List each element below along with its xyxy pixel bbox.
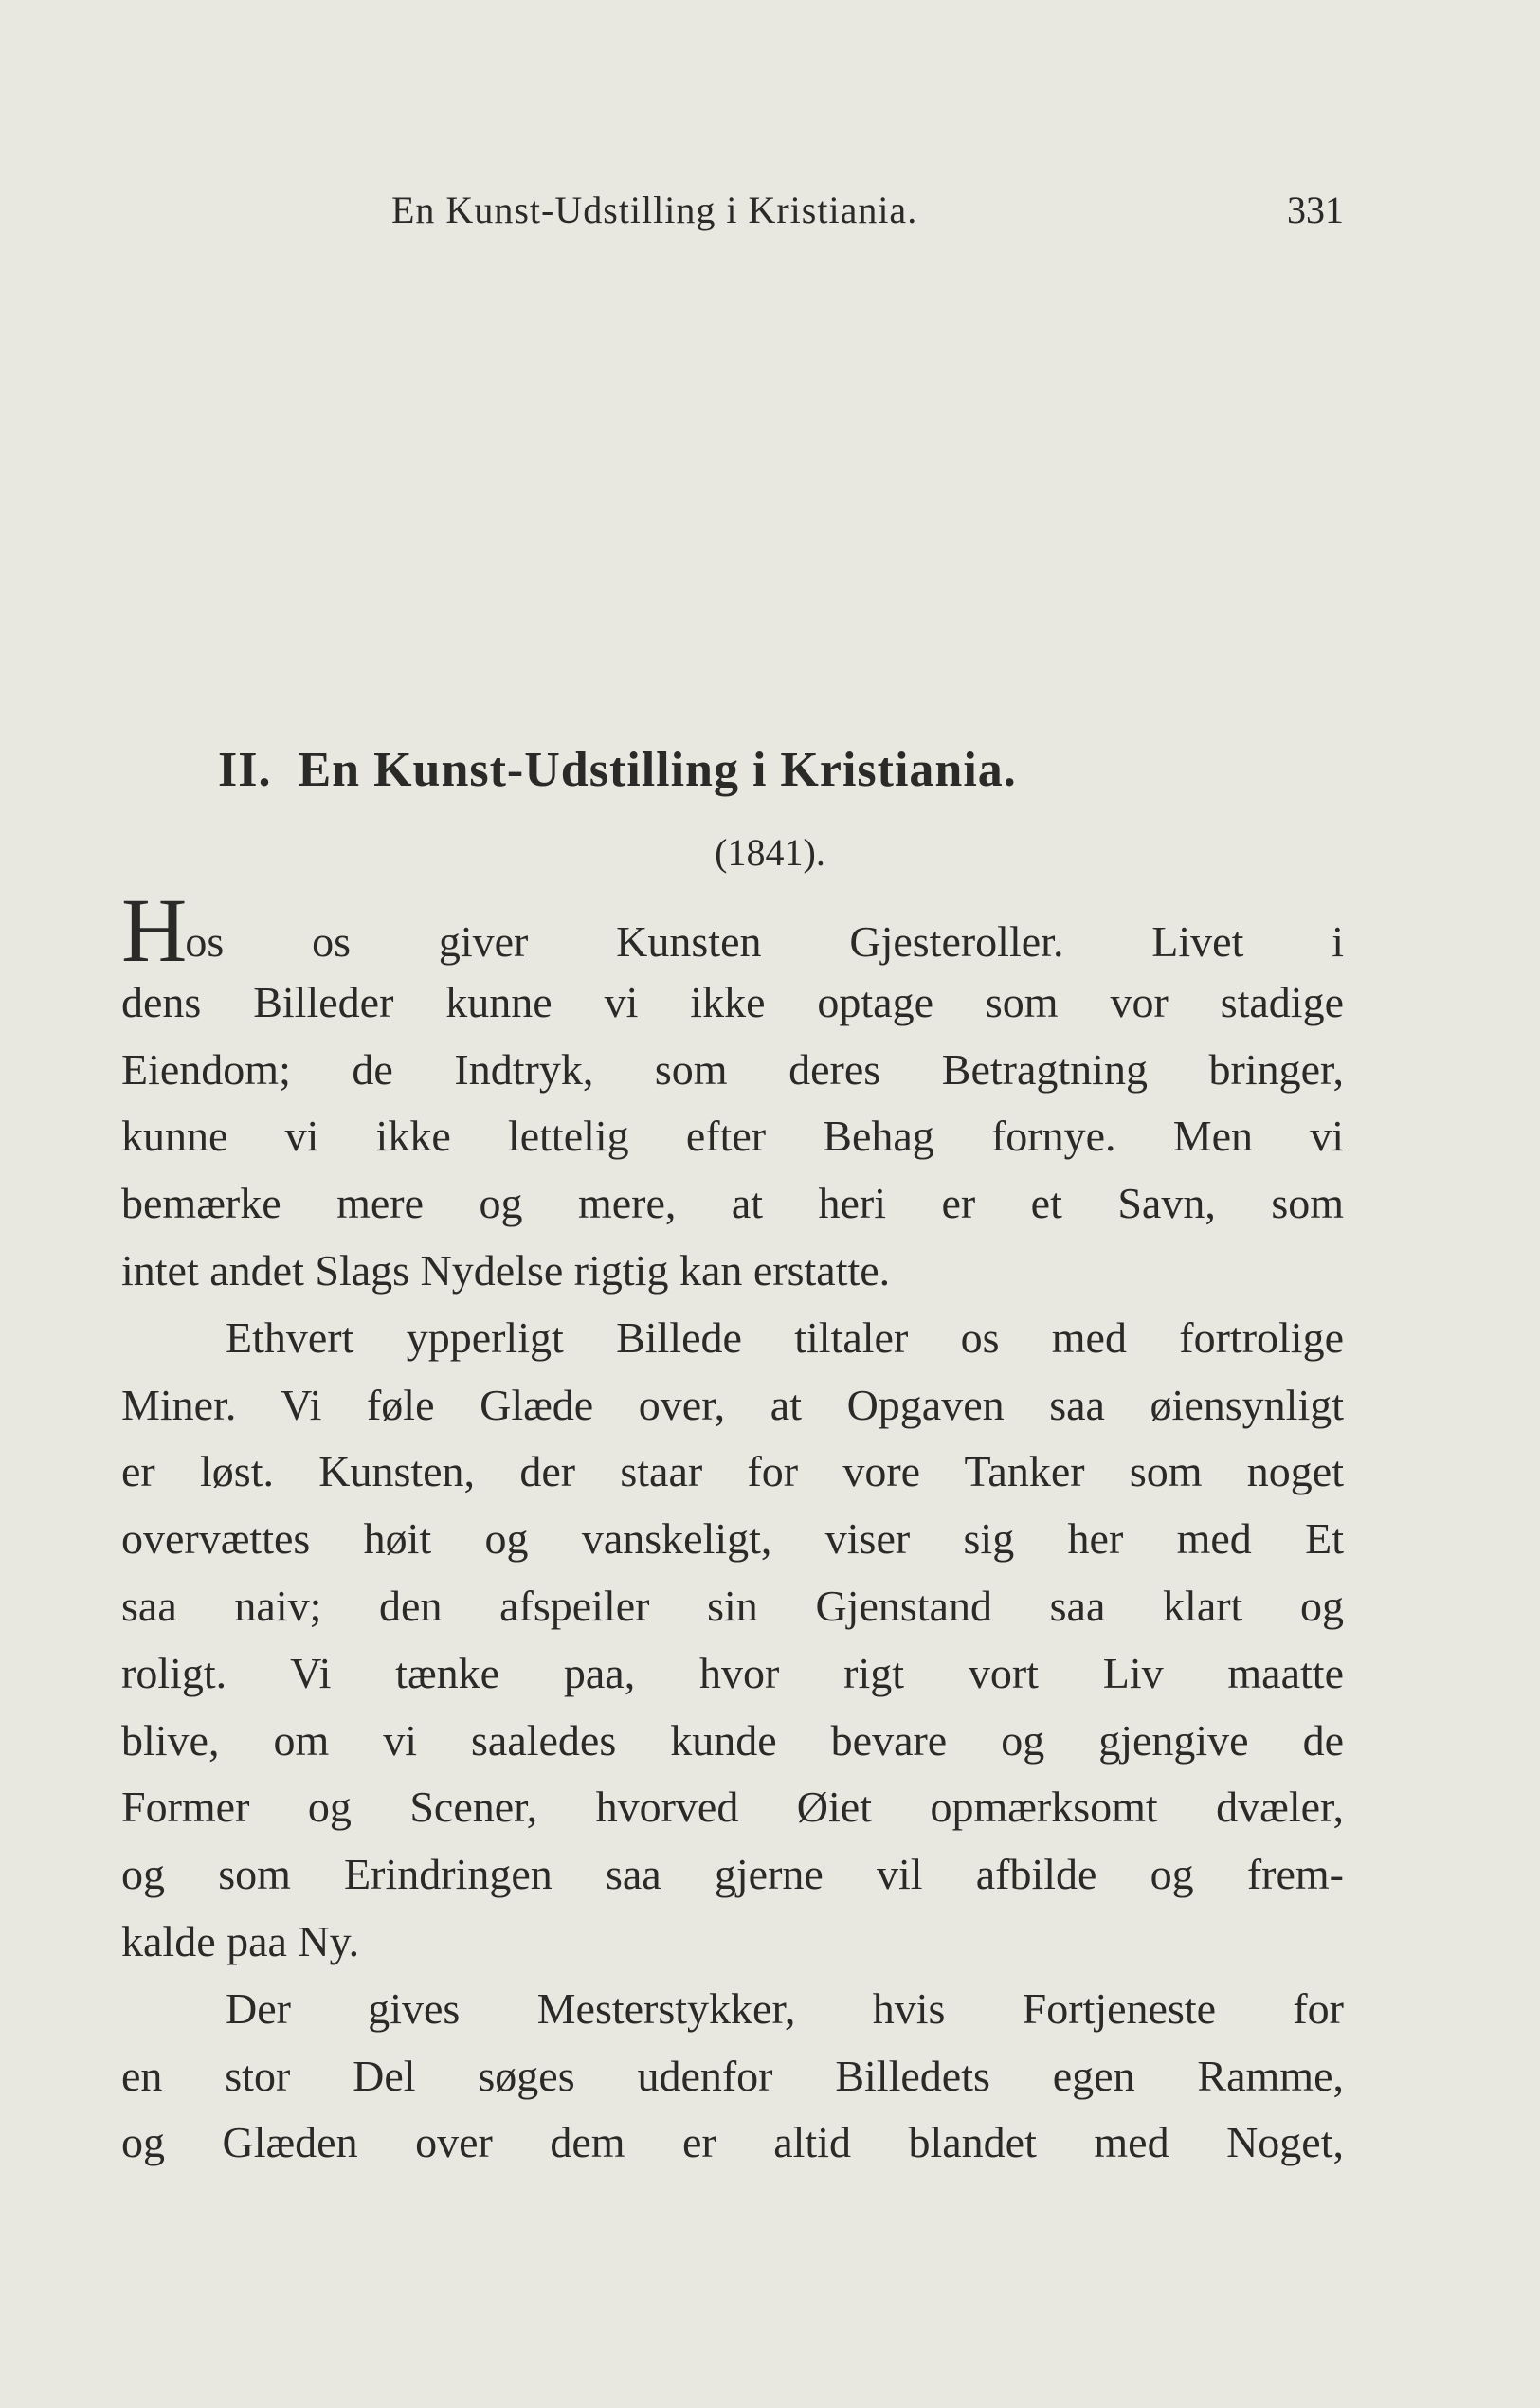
text-line: kalde paa Ny. bbox=[121, 1916, 360, 1965]
body-text bbox=[121, 879, 1344, 2177]
page-number: 331 bbox=[1287, 189, 1344, 231]
text-line: er løst. Kunsten, der staar for vore Tanker som noget bbox=[121, 1447, 1344, 1496]
text-line: Miner. Vi føle Glæde over, at Opgaven saa øiensynligt bbox=[121, 1380, 1344, 1429]
chapter-title: En Kunst-Udstilling i Kristiania. bbox=[298, 743, 1017, 797]
text-line: og som Erindringen saa gjerne vil afbilde og frem- bbox=[121, 1850, 1344, 1899]
chapter-year: (1841). bbox=[715, 831, 825, 874]
text-line: Ethvert ypperligt Billede tiltaler os med fortrolige bbox=[226, 1313, 1344, 1362]
text-line: roligt. Vi tænke paa, hvor rigt vort Liv maatte bbox=[121, 1648, 1344, 1697]
text-line: Hos os giver Kunsten Gjesteroller. Livet i bbox=[121, 879, 1344, 981]
text-line: intet andet Slags Nydelse rigtig kan erstatte. bbox=[121, 1245, 891, 1295]
drop-cap: H bbox=[121, 879, 186, 981]
text-line: kunne vi ikke lettelig efter Behag fornye. Men vi bbox=[121, 1112, 1344, 1161]
text-line: og Glæden over dem er altid blandet med Noget, bbox=[121, 2118, 1344, 2167]
text-line: dens Billeder kunne vi ikke optage som vor stadige bbox=[121, 977, 1344, 1026]
text-line: overvættes høit og vanskeligt, viser sig her med Et bbox=[121, 1514, 1344, 1564]
text-line: Former og Scener, hvorved Øiet opmærksomt dvæler, bbox=[121, 1783, 1344, 1832]
running-title: En Kunst-Udstilling i Kristiania. bbox=[391, 189, 918, 231]
chapter-number: II. bbox=[218, 743, 272, 797]
text-line: blive, om vi saaledes kunde bevare og gjengive de bbox=[121, 1715, 1344, 1765]
chapter-heading bbox=[218, 742, 1017, 798]
text-line: Eiendom; de Indtryk, som deres Betragtning bringer, bbox=[121, 1044, 1344, 1094]
text-line: saa naiv; den afspeiler sin Gjenstand saa klart og bbox=[121, 1581, 1344, 1630]
text-line: Der gives Mesterstykker, hvis Fortjeneste for bbox=[226, 1983, 1344, 2033]
running-header bbox=[121, 188, 1344, 244]
text-line: bemærke mere og mere, at heri er et Savn, som bbox=[121, 1179, 1344, 1228]
text-line: en stor Del søges udenfor Billedets egen Ramme, bbox=[121, 2051, 1344, 2100]
